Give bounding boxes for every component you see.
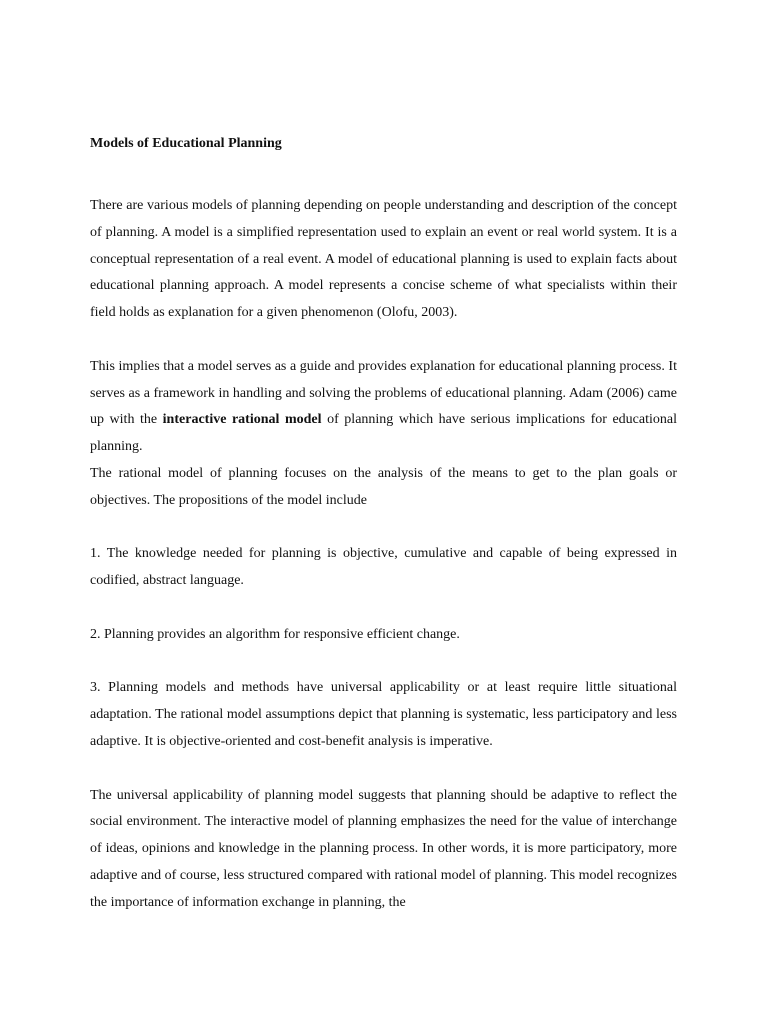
spacer	[90, 515, 677, 542]
bold-term-interactive-rational-model: interactive rational model	[162, 412, 322, 428]
paragraph-rational-model: The rational model of planning focuses on the analysis of the means to get to the plan goals or objectives. The propositions of the model include	[90, 465, 677, 508]
spacer	[90, 327, 677, 354]
list-item-3: 3. Planning models and methods have universal applicability or at least require little situational adaptation. The rational model assumptions depict that planning is systematic, less participatory and less adaptive. It is objective-oriented and cost-benefit analysis is imperative.	[90, 680, 677, 749]
spacer	[90, 155, 677, 193]
spacer	[90, 756, 677, 783]
list-item-1: 1. The knowledge needed for planning is objective, cumulative and capable of being expressed in codified, abstract language.	[90, 546, 677, 589]
spacer	[90, 649, 677, 676]
document-title: Models of Educational Planning	[90, 136, 282, 151]
spacer	[90, 595, 677, 622]
list-item-2: 2. Planning provides an algorithm for responsive efficient change.	[90, 626, 460, 642]
paragraph-text: of planning which have serious implications for educational planning.	[90, 412, 677, 455]
document-page	[90, 133, 677, 917]
paragraph-model-guide	[90, 354, 677, 461]
paragraph-text: This implies that a model serves as a guide and provides explanation for educational planning process. It serves as a framework in handling and solving the problems of educational planning. Adam (2006) came up with the	[90, 358, 677, 428]
paragraph-models-intro: There are various models of planning depending on people understanding and description of the concept of planning. A model is a simplified representation used to explain an event or real world system. It is a conceptual representation of a real event. A model of educational planning is used to explain facts about educational planning approach. A model represents a concise scheme of what specialists within their field holds as explanation for a given phenomenon (Olofu, 2003).	[90, 198, 677, 321]
paragraph-universal-applicability: The universal applicability of planning model suggests that planning should be adaptive to reflect the social environment. The interactive model of planning emphasizes the need for the value of interchange of ideas, opinions and knowledge in the planning process. In other words, it is more participatory, more adaptive and of course, less structured compared with rational model of planning. This model recognizes the importance of information exchange in planning, the	[90, 787, 677, 910]
